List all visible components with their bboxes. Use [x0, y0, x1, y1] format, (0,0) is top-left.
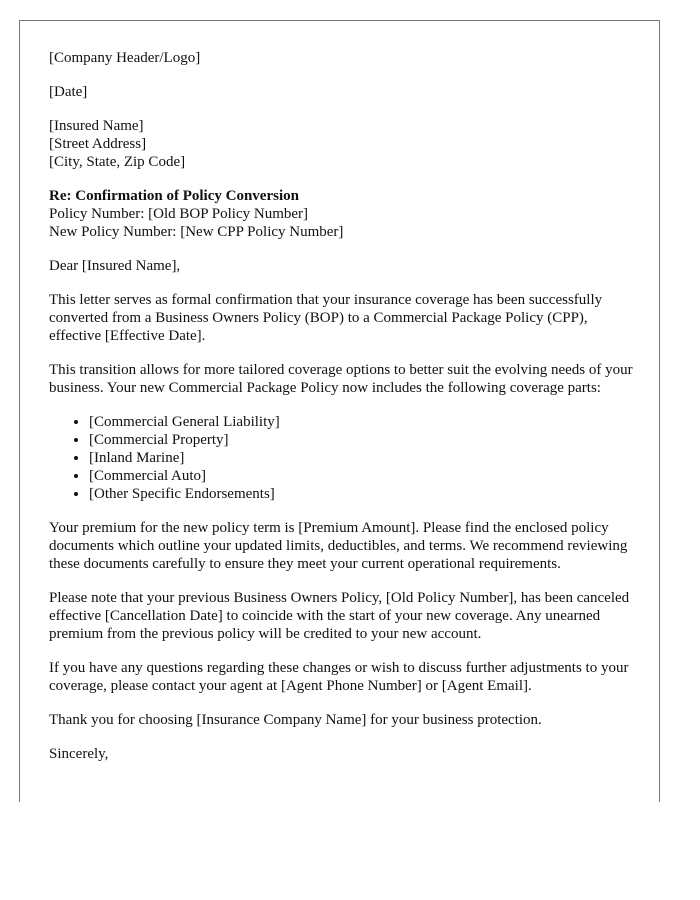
date-text: [Date] [49, 84, 88, 100]
paragraph-contact: If you have any questions regarding these changes or wish to discuss further adjustments to your coverage, please contact your agent at [Agent Phone Number] or [Agent Email]. [49, 660, 629, 694]
salutation [49, 257, 634, 275]
closing-text: Sincerely, [49, 746, 109, 762]
paragraph-transition: This transition allows for more tailored coverage options to better suit the evolving needs of your business. Your new Commercial Package Policy now includes the following coverage parts: [49, 362, 633, 396]
letter-page [19, 20, 660, 802]
coverage-part-item: • [Commercial General Liability] [89, 413, 634, 431]
salutation-text: Dear [Insured Name], [49, 258, 181, 274]
recipient-name: [Insured Name] [49, 118, 144, 134]
paragraph-cancellation: Please note that your previous Business Owners Policy, [Old Policy Number], has been canceled effective [Cancellation Date] to coincide with the start of your new coverage. Any unearned premium from the previous policy will be credited to your new account. [49, 590, 630, 642]
paragraph-conversion-confirmation: This letter serves as formal confirmation that your insurance coverage has been successfully converted from a Business Owners Policy (BOP) to a Commercial Package Policy (CPP), effective [Effective Date]. [49, 292, 603, 344]
recipient-address [49, 117, 634, 171]
company-header [49, 49, 634, 67]
coverage-part-item: • [Other Specific Endorsements] [89, 485, 634, 503]
paragraph-thank-you: Thank you for choosing [Insurance Company Name] for your business protection. [49, 712, 542, 728]
coverage-parts-list [49, 413, 634, 503]
old-policy-number: Policy Number: [Old BOP Policy Number] [49, 206, 309, 222]
coverage-part-item: • [Commercial Auto] [89, 467, 634, 485]
letter-body [49, 49, 634, 779]
subject-re-line: Re: Confirmation of Policy Conversion [49, 188, 299, 204]
subject-block [49, 187, 634, 241]
recipient-city-state-zip: [City, State, Zip Code] [49, 154, 186, 170]
closing [49, 745, 634, 763]
paragraph-premium: Your premium for the new policy term is [Premium Amount]. Please find the enclosed policy documents which outline your updated limits, deductibles, and terms. We recommend reviewing these documents carefully to ensure they meet your current operational requirements. [49, 520, 628, 572]
new-policy-number: New Policy Number: [New CPP Policy Number] [49, 224, 344, 240]
coverage-part-item: • [Commercial Property] [89, 431, 634, 449]
recipient-street: [Street Address] [49, 136, 147, 152]
company-header-text: [Company Header/Logo] [49, 50, 201, 66]
coverage-part-item: • [Inland Marine] [89, 449, 634, 467]
letter-date [49, 83, 634, 101]
